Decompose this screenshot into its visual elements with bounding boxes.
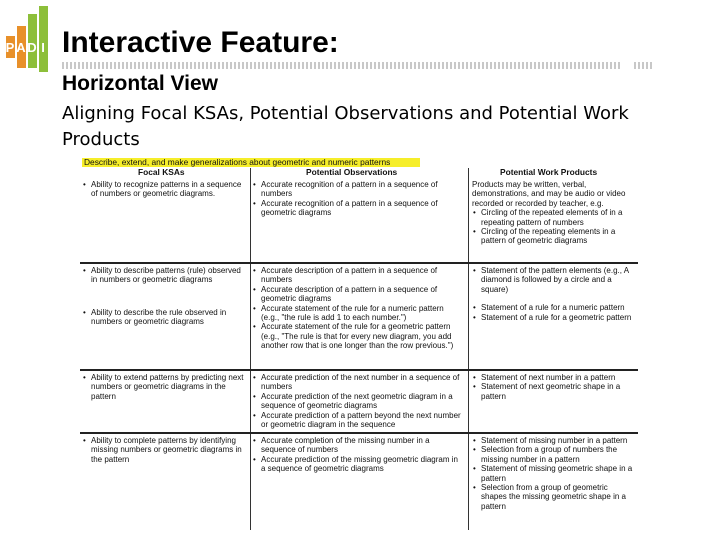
logo-letter: P	[5, 40, 15, 55]
alignment-table	[80, 158, 638, 530]
table-row-2-ksas	[82, 266, 246, 327]
list-item: • Statement of a rule for a geometric pattern	[472, 313, 634, 322]
list-item: • Accurate prediction of a pattern beyond the next number or geometric diagram in the sequence	[252, 411, 464, 430]
list-item: • Ability to extend patterns by predicting next numbers or geometric diagrams in the pattern	[82, 373, 246, 401]
list-item: • Ability to recognize patterns in a sequence of numbers or geometric diagrams.	[82, 180, 246, 199]
row-divider	[80, 432, 638, 434]
list-item: • Statement of missing number in a pattern	[472, 436, 634, 445]
list-item: • Selection from a group of geometric shapes the missing geometric shape in a pattern	[472, 483, 634, 511]
column-divider	[468, 168, 469, 530]
list-item: • Circling of the repeated elements of in a repeating pattern of numbers	[472, 208, 634, 227]
column-header-products: Potential Work Products	[500, 167, 598, 177]
list-item: • Accurate description of a pattern in a sequence of geometric diagrams	[252, 285, 464, 304]
row-divider	[80, 262, 638, 264]
table-row-4-ksas	[82, 436, 246, 464]
slide-subtitle: Horizontal View	[62, 72, 218, 95]
table-row-2-observations	[252, 266, 464, 351]
table-row-1-products	[472, 180, 634, 246]
list-item: • Accurate prediction of the next geometric diagram in a sequence of geometric diagrams	[252, 392, 464, 411]
list-item: • Statement of missing geometric shape in a pattern	[472, 464, 634, 483]
list-item: • Statement of next geometric shape in a pattern	[472, 382, 634, 401]
slide-heading: Aligning Focal KSAs, Potential Observations and Potential Work Products	[62, 103, 629, 150]
table-row-2-products	[472, 266, 634, 322]
logo-letter: I	[41, 40, 45, 55]
list-item: • Accurate completion of the missing number in a sequence of numbers	[252, 436, 464, 455]
logo-letter: D	[27, 40, 37, 55]
table-row-1-observations	[252, 180, 464, 218]
column-header-ksas: Focal KSAs	[138, 167, 185, 177]
list-item: • Accurate description of a pattern in a sequence of numbers	[252, 266, 464, 285]
title-divider	[62, 62, 652, 69]
list-item: • Accurate prediction of the missing geometric diagram in a sequence of geometric diagrams	[252, 455, 464, 474]
table-banner: Describe, extend, and make generalizations about geometric and numeric patterns	[82, 158, 420, 167]
column-divider	[250, 168, 251, 530]
list-item: • Accurate recognition of a pattern in a sequence of geometric diagrams	[252, 199, 464, 218]
list-item: • Ability to complete patterns by identifying missing numbers or geometric diagrams in the pattern	[82, 436, 246, 464]
list-item: • Ability to describe the rule observed in numbers or geometric diagrams	[82, 308, 246, 327]
table-row-4-observations	[252, 436, 464, 474]
list-item: Products may be written, verbal, demonstrations, and may be audio or video recorded or recorded by teacher, e.g.	[472, 180, 626, 208]
table-row-3-products	[472, 373, 634, 401]
list-item: • Statement of the pattern elements (e.g., A diamond is followed by a circle and a square)	[472, 266, 634, 294]
list-item: • Statement of next number in a pattern	[472, 373, 634, 382]
list-item: • Circling of the repeating elements in a pattern of geometric diagrams	[472, 227, 634, 246]
table-row-3-ksas	[82, 373, 246, 401]
list-item: • Selection from a group of numbers the missing number in a pattern	[472, 445, 634, 464]
logo-letter: A	[16, 40, 26, 55]
row-divider	[80, 369, 638, 371]
column-header-observations: Potential Observations	[306, 167, 398, 177]
list-item: • Accurate statement of the rule for a geometric pattern (e.g., "The rule is that for every new diagram, you add another row that is one longer than the row previous.")	[252, 322, 464, 350]
table-row-1-ksas	[82, 180, 246, 199]
list-item: • Accurate prediction of the next number in a sequence of numbers	[252, 373, 464, 392]
logo-bar-i	[39, 6, 48, 72]
padi-logo	[4, 6, 56, 72]
slide-title: Interactive Feature:	[62, 26, 339, 59]
list-item: • Statement of a rule for a numeric pattern	[472, 303, 634, 312]
list-item: • Accurate statement of the rule for a numeric pattern (e.g., "the rule is add 1 to each number.")	[252, 304, 464, 323]
list-item: • Ability to describe patterns (rule) observed in numbers or geometric diagrams	[82, 266, 246, 285]
table-row-3-observations	[252, 373, 464, 429]
table-row-4-products	[472, 436, 634, 511]
list-item: • Accurate recognition of a pattern in a sequence of numbers	[252, 180, 464, 199]
